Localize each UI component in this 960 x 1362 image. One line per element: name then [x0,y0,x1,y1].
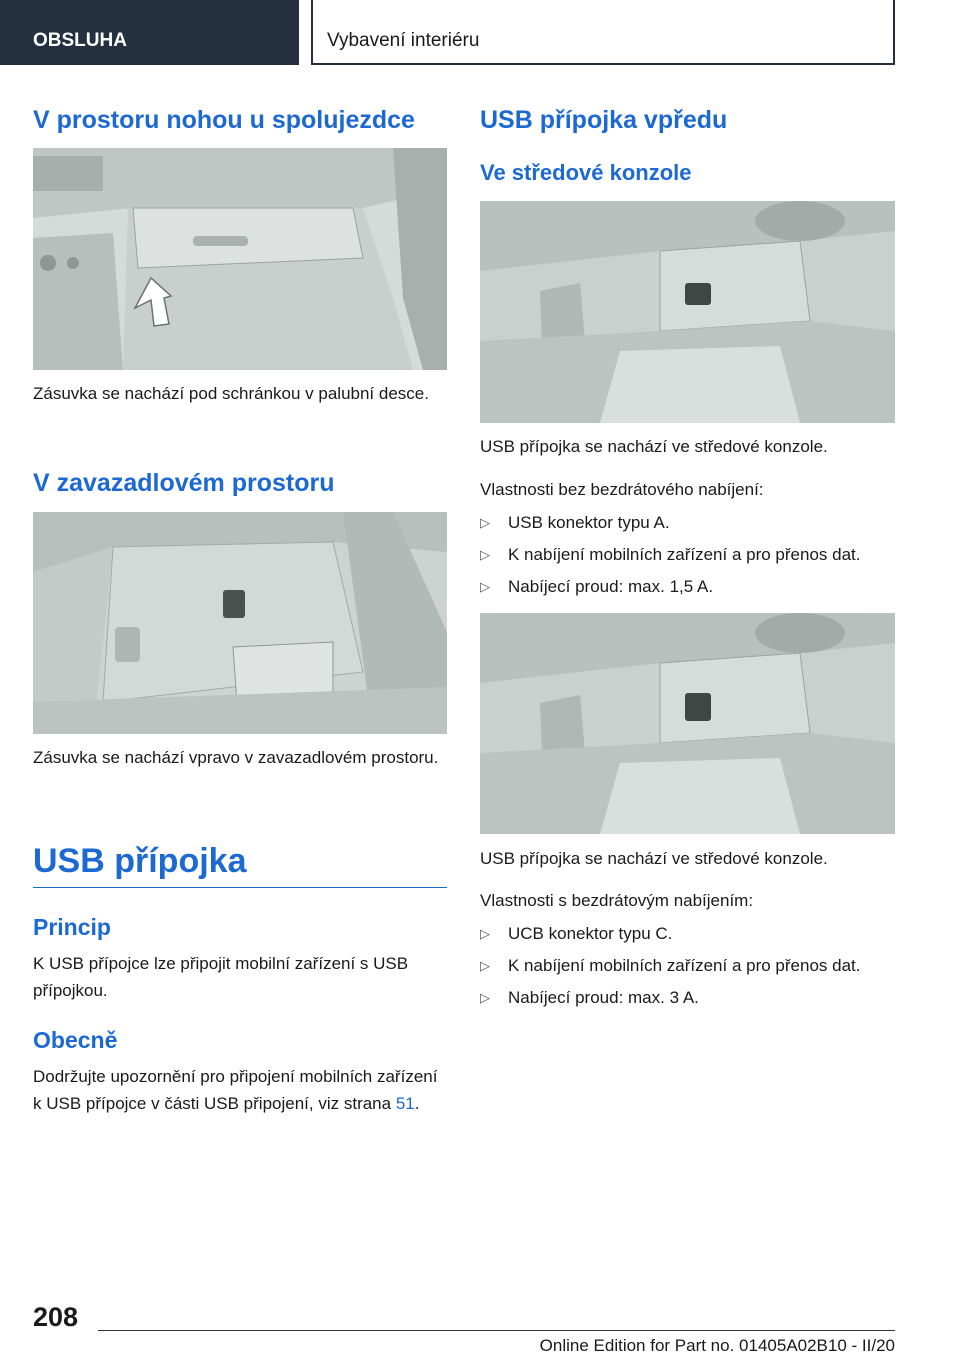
text-glovebox-socket: Zásuvka se nachází pod schránkou v palubní desce. [33,384,429,403]
page-number: 208 [33,1302,79,1332]
header-section-label: OBSLUHA [0,0,299,65]
header-chapter-title: Vybavení interiéru [311,0,895,65]
heading-usb-front: USB přípojka vpředu [480,106,728,134]
text-principle: K USB přípojce lze připojit mobilní zařízení s USB přípojkou. [33,954,409,1000]
heading-principle: Princip [33,914,111,940]
footer-edition: Online Edition for Part no. 01405A02B10 - II/20 [539,1336,895,1355]
text-general [33,1063,449,1117]
title-props-wireless: Vlastnosti s bezdrátovým nabíjením: [480,891,754,910]
list-item: ▷ UCB konektor typu C. [480,918,900,950]
heading-luggage-compartment: V zavazadlovém prostoru [33,469,335,497]
list-props-no-wireless [480,507,900,603]
list-item: ▷ USB konektor typu A. [480,507,900,539]
heading-passenger-footwell: V prostoru nohou u spolujezdce [33,106,415,134]
text-luggage-socket: Zásuvka se nachází vpravo v zavazadlovém prostoru. [33,748,439,767]
bullet-triangle-icon: ▷ [480,990,490,1005]
photo-luggage-socket [33,512,447,734]
page-link-51[interactable]: 51 [395,1094,415,1113]
list-item: ▷ Nabíjecí proud: max. 3 A. [480,982,900,1014]
list-props-wireless [480,918,900,1014]
title-props-no-wireless: Vlastnosti bez bezdrátového nabíjení: [480,480,764,499]
list-item: ▷ K nabíjení mobilních zařízení a pro přenos dat. [480,539,900,571]
caption-console-usb-c: USB přípojka se nachází ve středové konzole. [480,849,828,868]
bullet-triangle-icon: ▷ [480,958,490,973]
heading-usb: USB přípojka [33,842,447,888]
photo-console-usb-a [480,201,895,423]
bullet-triangle-icon: ▷ [480,579,490,594]
footer-divider [98,1330,895,1331]
photo-glovebox-socket [33,148,447,370]
text-general-body: Dodržujte upozornění pro připojení mobilních zařízení k USB přípojce v části USB připojení, viz strana [33,1067,438,1113]
caption-console-usb-a: USB přípojka se nachází ve středové konzole. [480,437,828,456]
bullet-triangle-icon: ▷ [480,515,490,530]
photo-console-usb-c [480,613,895,834]
bullet-triangle-icon: ▷ [480,547,490,562]
list-item: ▷ Nabíjecí proud: max. 1,5 A. [480,571,900,603]
bullet-triangle-icon: ▷ [480,926,490,941]
list-item: ▷ K nabíjení mobilních zařízení a pro přenos dat. [480,950,900,982]
heading-general: Obecně [33,1027,118,1053]
heading-center-console: Ve středové konzole [480,160,692,185]
text-general-end: . [414,1094,420,1113]
